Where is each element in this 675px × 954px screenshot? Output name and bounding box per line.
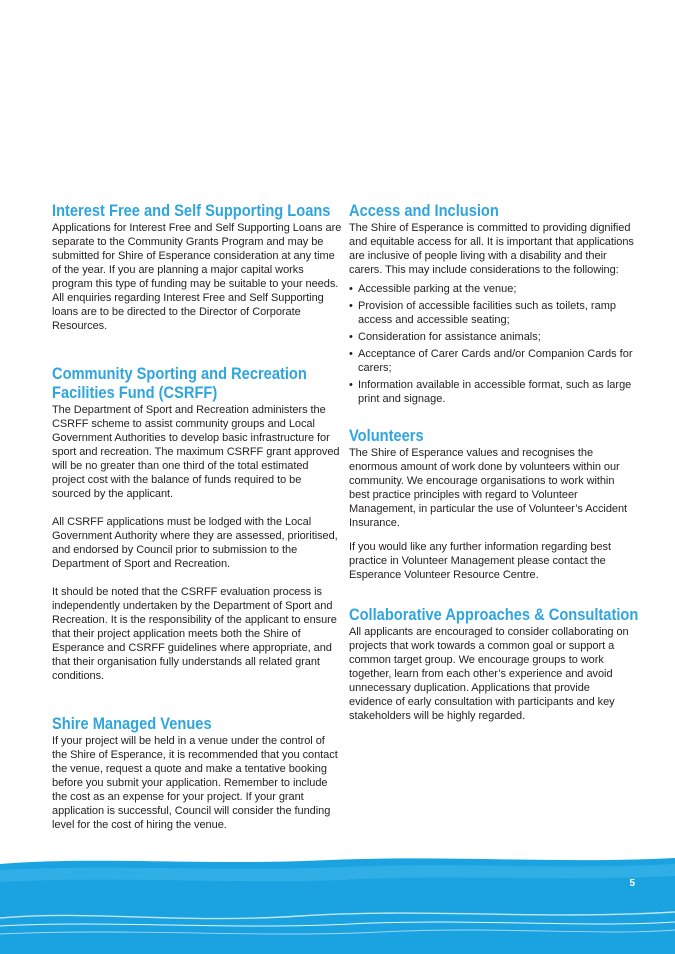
collaborative-approaches-text: All applicants are encouraged to consider collaborating on projects that work towards a common goal or support a common target group. We encourage groups to work together, learn from each other’s experience and avoid unnecessary duplication. Applications that provide evidence of early consultation with participants and key stakeholders will be highly regarded. <box>349 626 629 722</box>
right-column <box>349 202 639 723</box>
interest-free-loans-text: Applications for Interest Free and Self Supporting Loans are separate to the Community Grants Program and may be submitted for Shire of Esperance consideration at any time of the year. If you are planning a major capital works program this type of funding may be suitable to your needs. All enquiries regarding Interest Free and Self Supporting loans are to be directed to the Director of Corporate Resources. <box>52 222 342 332</box>
heading-csrff-line2: Facilities Fund (CSRFF) <box>52 384 218 402</box>
list-item: • Acceptance of Carer Cards and/or Companion Cards for carers; <box>349 347 634 375</box>
heading-access-and-inclusion: Access and Inclusion <box>349 202 499 220</box>
footer-wave-band <box>0 850 675 954</box>
list-item: • Consideration for assistance animals; <box>349 330 634 344</box>
shire-managed-venues-text: If your project will be held in a venue under the control of the Shire of Esperance, it is recommended that you contact the venue, request a quote and make a tentative booking before you submit your application. Remember to include the cost as an expense for your project. If your grant application is successful, Council will consider the funding level for the cost of hiring the venue. <box>52 735 338 831</box>
volunteers-paragraph-2: If you would like any further information regarding best practice in Volunteer Management please contact the Esperance Volunteer Resource Centre. <box>349 541 611 581</box>
volunteers-paragraph-1: The Shire of Esperance values and recognises the enormous amount of work done by volunteers within our community. We encourage organisations to work within best practice principles with regard to Volunteer Management, in particular the use of Volunteer’s Accident Insurance. <box>349 447 628 529</box>
heading-csrff-line1: Community Sporting and Recreation <box>52 365 307 383</box>
heading-interest-free-loans: Interest Free and Self Supporting Loans <box>52 202 331 220</box>
left-column <box>52 202 342 832</box>
list-item: • Accessible parking at the venue; <box>349 282 634 296</box>
access-inclusion-list <box>349 282 634 406</box>
csrff-paragraph-3: It should be noted that the CSRFF evaluation process is independently undertaken by the Department of Sport and Recreation. It is the responsibility of the applicant to ensure that their project application meets both the Shire of Esperance and CSRFF guidelines where appropriate, and that their organisation fully understands all related grant conditions. <box>52 586 337 682</box>
csrff-paragraph-1: The Department of Sport and Recreation administers the CSRFF scheme to assist community groups and Local Government Authorities to develop basic infrastructure for sport and recreation. The maximum CSRFF grant approved will be no greater than one third of the total estimated project cost with the balance of funds required to be sourced by the applicant. <box>52 404 340 500</box>
list-item: • Information available in accessible format, such as large print and signage. <box>349 378 634 406</box>
heading-collaborative-approaches: Collaborative Approaches & Consultation <box>349 606 639 624</box>
list-item: • Provision of accessible facilities such as toilets, ramp access and accessible seating; <box>349 299 634 327</box>
page-number: 5 <box>629 878 635 889</box>
access-inclusion-text: The Shire of Esperance is committed to providing dignified and equitable access for all. It is important that applications are inclusive of people living with a disability and their carers. This may include considerations to the following: <box>349 222 634 276</box>
heading-shire-managed-venues: Shire Managed Venues <box>52 715 212 733</box>
heading-volunteers: Volunteers <box>349 427 424 445</box>
csrff-paragraph-2: All CSRFF applications must be lodged with the Local Government Authority where they are assessed, prioritised, and endorsed by Council prior to submission to the Department of Sport and Recreation. <box>52 516 338 570</box>
